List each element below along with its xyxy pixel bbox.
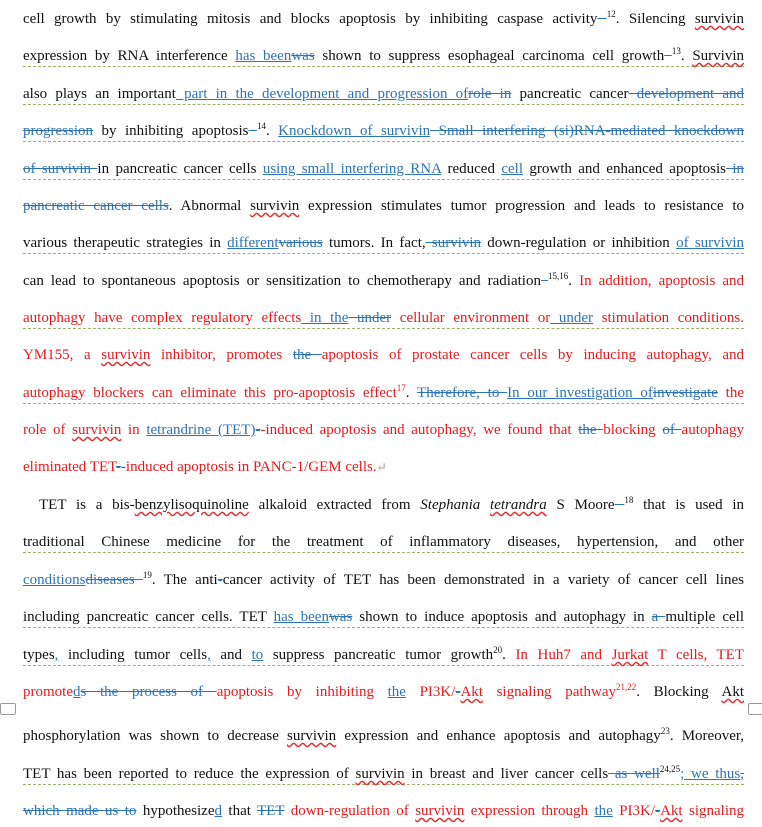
- highlighted-text: promote: [23, 684, 73, 700]
- inserted-text: the: [387, 684, 406, 700]
- text-run: and: [210, 647, 252, 663]
- text-run: including tumor cells: [58, 647, 208, 663]
- citation: 15,16: [548, 271, 569, 281]
- citation: 20: [493, 645, 503, 655]
- deleted-text: the: [292, 347, 322, 363]
- deleted-text: Small interfering (si)RNA-mediated knockdown: [430, 123, 744, 139]
- section-marker-icon: [748, 703, 762, 715]
- highlighted-text: autophagy blockers can eliminate this pro-apoptosis effect: [23, 385, 397, 401]
- text-run: .: [502, 647, 516, 663]
- highlighted-text: autophagy: [681, 422, 745, 438]
- highlighted-text: -induced apoptosis in PANC-1/GEM cells.: [120, 459, 377, 475]
- text-run: [480, 497, 490, 513]
- text-run: expression stimulates tumor progression and leads to resistance to: [299, 198, 745, 214]
- highlighted-text: eliminated TET: [23, 459, 116, 475]
- text-run: phosphorylation was shown to decrease: [23, 728, 288, 744]
- spellcheck-word: Akt: [460, 684, 483, 700]
- text-run: reduced: [441, 161, 502, 177]
- deleted-text: as well: [608, 766, 660, 782]
- text-line: [23, 383, 744, 404]
- text-line: [23, 233, 744, 254]
- text-run: by inhibiting apoptosis: [93, 123, 249, 139]
- highlighted-text: role of: [23, 422, 73, 438]
- spellcheck-word: survivin: [355, 766, 405, 782]
- spellcheck-word: survivin: [415, 803, 465, 819]
- inserted-text: conditions: [23, 572, 86, 588]
- text-run: TET has been reported to reduce the expression of: [23, 766, 356, 782]
- inserted-text: ; we thus: [680, 766, 741, 782]
- highlighted-text: blocking: [603, 422, 663, 438]
- highlighted-text: stimulation conditions.: [593, 310, 745, 326]
- text-run: S Moore: [546, 497, 615, 513]
- italic-text: Stephania: [420, 497, 481, 513]
- text-line: [23, 645, 744, 666]
- text-line: [39, 495, 744, 516]
- highlighted-text: expression through: [464, 803, 595, 819]
- citation: 18: [624, 495, 634, 505]
- deleted-text: development and: [628, 86, 745, 102]
- deleted-text: the: [578, 422, 604, 438]
- citation: 21,22: [616, 682, 637, 692]
- highlighted-text: signaling pathway: [482, 684, 617, 700]
- text-line: [23, 46, 744, 67]
- text-run: expression by RNA interference: [23, 48, 236, 64]
- inserted-text: the: [594, 803, 613, 819]
- citation: 12: [606, 9, 616, 19]
- inserted-text: using small interfering RNA: [262, 161, 442, 177]
- inserted-text: has been: [273, 609, 329, 625]
- text-run: . Moreover,: [669, 728, 745, 744]
- text-line: [23, 420, 744, 441]
- citation: 23: [660, 726, 670, 736]
- text-line: [23, 764, 744, 785]
- deleted-text: -: [255, 422, 261, 438]
- inserted-text: Knockdown of survivin: [278, 123, 431, 139]
- spellcheck-word: Akt: [660, 803, 683, 819]
- inserted-text: of survivin: [676, 235, 744, 251]
- text-run: .: [680, 48, 693, 64]
- deleted-text: progression: [23, 123, 93, 139]
- text-run: . The anti: [151, 572, 218, 588]
- text-run: down-regulation or inhibition: [481, 235, 677, 251]
- text-run: traditional Chinese medicine for the treatment of inflammatory diseases, hypertension, and other: [23, 534, 744, 550]
- text-run: multiple cell: [665, 609, 744, 625]
- text-line: [23, 196, 744, 217]
- deleted-text: which made us to: [23, 803, 137, 819]
- inserted-text: cell: [501, 161, 523, 177]
- inserted-text: part in the development and progression of: [175, 86, 469, 102]
- deleted-text: [541, 273, 548, 289]
- inserted-text: d: [214, 803, 222, 819]
- text-line: [23, 271, 744, 292]
- deleted-text: diseases: [85, 572, 135, 588]
- inserted-text: tetrandrine (TET): [146, 422, 256, 438]
- paragraph-mark-icon: ↵: [376, 460, 387, 474]
- text-line: [23, 121, 744, 142]
- deleted-text: was: [328, 609, 353, 625]
- deleted-text: -: [217, 572, 223, 588]
- text-run: TET is a bis-: [39, 497, 135, 513]
- highlighted-text: apoptosis by inhibiting: [216, 684, 388, 700]
- text-run: .: [265, 123, 279, 139]
- deleted-text: -: [655, 803, 661, 819]
- spellcheck-word: Survivin: [692, 48, 745, 64]
- deleted-text: [615, 497, 625, 513]
- deleted-text: role in: [468, 86, 512, 102]
- text-line: [23, 9, 744, 30]
- text-run: alkaloid extracted from: [248, 497, 421, 513]
- text-line: [23, 457, 744, 478]
- highlighted-text: PI3K/: [612, 803, 656, 819]
- highlighted-text: inhibitor, promotes: [150, 347, 293, 363]
- citation: 19: [142, 570, 152, 580]
- citation: 13: [671, 46, 681, 56]
- highlighted-text: cellular environment or: [391, 310, 551, 326]
- highlighted-text: In addition, apoptosis and: [579, 273, 745, 289]
- deleted-text: -: [455, 684, 461, 700]
- spellcheck-word: benzylisoquinoline: [134, 497, 249, 513]
- deleted-text: pancreatic cancer cells: [23, 198, 169, 214]
- text-run: types: [23, 647, 55, 663]
- highlighted-text: YM155, a: [23, 347, 102, 363]
- deleted-text: -: [115, 459, 121, 475]
- spellcheck-word: Akt: [721, 684, 744, 700]
- inserted-text: has been: [235, 48, 292, 64]
- spellcheck-word: survivin: [287, 728, 337, 744]
- inserted-text: ,: [54, 647, 59, 663]
- spellcheck-word: survivin: [72, 422, 122, 438]
- deleted-text: [135, 572, 143, 588]
- italic-text: tetrandra: [490, 497, 547, 513]
- text-line: [23, 159, 744, 180]
- spellcheck-word: survivin: [694, 11, 745, 27]
- deleted-text: under: [348, 310, 392, 326]
- inserted-text: under: [550, 310, 594, 326]
- text-run: shown to induce apoptosis and autophagy in: [352, 609, 652, 625]
- text-run: cell growth by stimulating mitosis and blocks apoptosis by inhibiting caspase activity: [23, 11, 598, 27]
- inserted-text: ,: [207, 647, 211, 663]
- text-run: including pancreatic cancer cells. TET: [23, 609, 274, 625]
- deleted-text: [664, 48, 672, 64]
- deleted-text: [597, 11, 606, 27]
- text-run: expression and enhance apoptosis and autophagy: [336, 728, 661, 744]
- highlighted-text: the: [717, 385, 745, 401]
- deleted-text: Therefore, to: [417, 385, 508, 401]
- text-line: [23, 726, 744, 747]
- text-run: various therapeutic strategies in: [23, 235, 228, 251]
- citation: 14: [256, 121, 266, 131]
- text-run: can lead to spontaneous apoptosis or sensitization to chemotherapy and radiation: [23, 273, 541, 289]
- deleted-text: ,: [740, 766, 745, 782]
- highlighted-text: -induced apoptosis and autophagy, we found that: [260, 422, 579, 438]
- text-line: [23, 682, 744, 703]
- text-run: cancer activity of TET has been demonstrated in a variety of cancer cell lines: [222, 572, 745, 588]
- section-marker-icon: [0, 703, 16, 715]
- highlighted-text: signaling: [682, 803, 744, 819]
- highlighted-text: PI3K/: [405, 684, 456, 700]
- text-run: . Blocking: [636, 684, 722, 700]
- spellcheck-word: survivin: [101, 347, 151, 363]
- text-line: [23, 532, 744, 553]
- deleted-text: s the process of: [80, 684, 217, 700]
- deleted-text: was: [291, 48, 315, 64]
- deleted-text: survivin: [425, 235, 482, 251]
- highlighted-text: in: [121, 422, 147, 438]
- text-run: .: [405, 385, 418, 401]
- deleted-text: [248, 123, 256, 139]
- highlighted-text: T cells, TET: [648, 647, 745, 663]
- text-run: that: [222, 803, 258, 819]
- text-run: . Abnormal: [168, 198, 251, 214]
- deleted-text: investigate: [652, 385, 718, 401]
- text-line: [23, 801, 744, 822]
- citation: 24,25: [659, 764, 681, 774]
- text-run: hypothesize: [136, 803, 215, 819]
- highlighted-text: down-regulation of: [284, 803, 416, 819]
- spellcheck-word: Jurkat: [611, 647, 649, 663]
- text-line: [23, 607, 744, 628]
- citation: 17: [396, 383, 406, 393]
- inserted-text: d: [73, 684, 81, 700]
- text-run: . Silencing: [615, 11, 695, 27]
- text-run: that is used in: [633, 497, 745, 513]
- deleted-text: of: [662, 422, 682, 438]
- highlighted-text: In Huh7 and: [515, 647, 612, 663]
- text-line: [23, 308, 744, 329]
- text-run: tumors. In fact,: [322, 235, 426, 251]
- inserted-text: to: [251, 647, 264, 663]
- text-run: pancreatic cancer: [511, 86, 629, 102]
- text-run: growth and enhanced apoptosis: [523, 161, 726, 177]
- highlighted-text: apoptosis of prostate cancer cells by inducing autophagy, and: [321, 347, 745, 363]
- text-run: in pancreatic cancer cells: [97, 161, 263, 177]
- deleted-text: various: [278, 235, 323, 251]
- deleted-text: in: [725, 161, 745, 177]
- deleted-text: of survivin: [23, 161, 98, 177]
- text-line: [23, 84, 744, 105]
- text-run: suppress pancreatic tumor growth: [263, 647, 494, 663]
- inserted-text: In our investigation of: [507, 385, 653, 401]
- inserted-text: in the: [301, 310, 349, 326]
- text-run: also plays an important: [23, 86, 176, 102]
- inserted-text: different: [227, 235, 279, 251]
- text-line: [23, 345, 744, 366]
- text-run: in breast and liver cancer cells: [404, 766, 609, 782]
- text-run: .: [568, 273, 580, 289]
- text-run: shown to suppress esophageal carcinoma cell growth: [314, 48, 665, 64]
- deleted-text: a: [651, 609, 666, 625]
- spellcheck-word: survivin: [250, 198, 300, 214]
- highlighted-text: autophagy have complex regulatory effects: [23, 310, 302, 326]
- deleted-text: TET: [257, 803, 285, 819]
- text-line: [23, 570, 744, 591]
